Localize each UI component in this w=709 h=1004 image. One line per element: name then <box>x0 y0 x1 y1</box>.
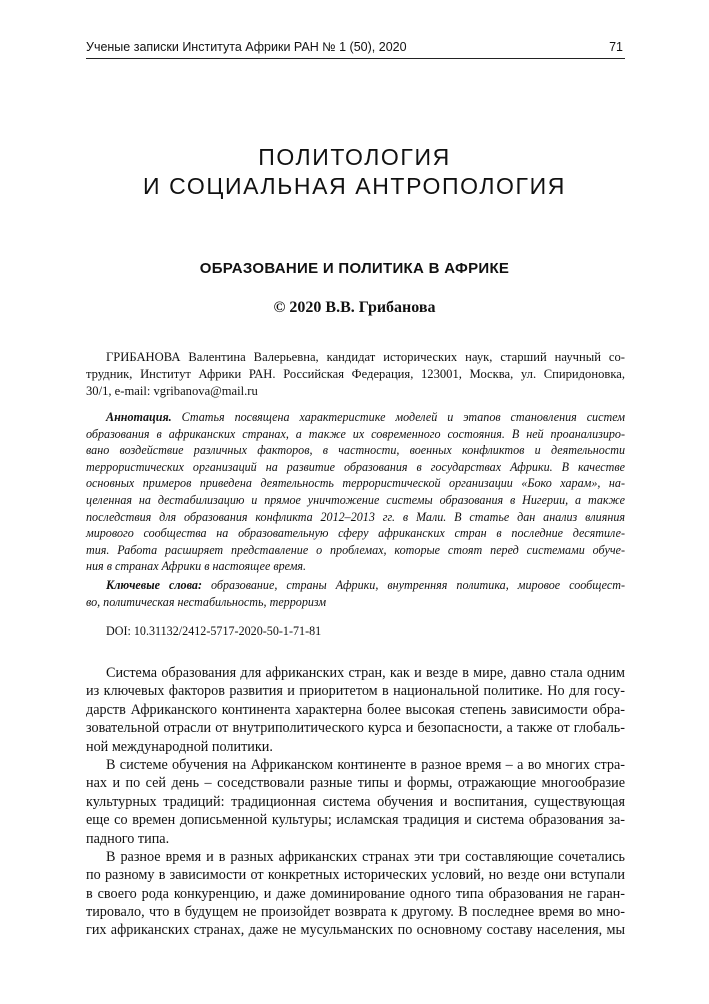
keywords-label: Ключевые слова: <box>106 578 202 592</box>
author-info-line: 30/1, e-mail: vgribanova@mail.ru <box>86 383 258 398</box>
section-heading-line-1: ПОЛИТОЛОГИЯ <box>258 144 451 170</box>
abstract-first-line <box>86 409 625 426</box>
abstract-line: целенная на дестабилизацию и прямое уничтожение системы образования в Нигерии, а также <box>86 492 625 507</box>
abstract <box>86 409 625 575</box>
abstract-label: Аннотация. <box>106 410 172 424</box>
journal-title: Ученые записки Института Африки РАН № 1 (50), 2020 <box>86 40 407 54</box>
keywords-text: образование, страны Африки, внутренняя политика, мировое сообщест- <box>202 578 625 592</box>
abstract-line: мирового сообщества на образовательную сферу африканских стран в последние десятиле- <box>86 526 625 541</box>
body-line: тировало, что в будущем не произойдет возврата к другому. В последнее время во мно- <box>86 904 625 921</box>
author-info <box>86 349 625 399</box>
abstract-line: последствия для образования конфликта 2012–2013 гг. в Мали. В статье дан анализ влияния <box>86 509 625 524</box>
body-line: нах и по сей день – соседствовали разные типы и формы, отражающие многообразие <box>86 775 625 792</box>
author-info-line: ГРИБАНОВА Валентина Валерьевна, кандидат исторических наук, старший научный со- <box>106 350 625 364</box>
body-line: гих африканских странах, даже не мусульманских по основному составу населения, мы <box>86 922 625 939</box>
abstract-text: Статья посвящена характеристике моделей и этапов становления систем <box>171 410 625 424</box>
body-line: Система образования для африканских стран, как и везде в мире, давно стала одним <box>106 665 625 681</box>
author-byline: © 2020 В.В. Грибанова <box>273 299 436 316</box>
author-info-line: трудник, Институт Африки РАН. Российская Федерация, 123001, Москва, ул. Спиридоновка, <box>86 366 625 381</box>
doi-text: DOI: 10.31132/2412-5717-2020-50-1-71-81 <box>106 624 322 638</box>
body-line: по разному в зависимости от конкретных исторических условий, но везде они вступали <box>86 867 625 884</box>
section-heading <box>0 143 709 201</box>
abstract-line: вано воздействие различных факторов, в частности, военных конфликтов и деятельности <box>86 443 625 458</box>
abstract-line: ния в странах Африки в настоящее время. <box>86 559 307 574</box>
body-line: дарств Африканского континента характерна более высокая степень зависимости обра- <box>86 701 625 718</box>
keywords-line: во, политическая нестабильность, терроризм <box>86 594 327 609</box>
doi <box>86 623 625 640</box>
body-line: В системе обучения на Африканском континенте в разное время – а во многих стра- <box>106 756 625 773</box>
keywords-first-line <box>86 577 625 594</box>
body-line: культурных традиций: традиционная система обучения и воспитания, существующая <box>86 793 625 810</box>
body-line: еще со времен дописьменной культуры; исламская традиция и система образования за- <box>86 812 625 829</box>
abstract-line: образования в африканских странах, а также их современного состояния. В ней проанализиро- <box>86 426 625 441</box>
abstract-line: тия. Работа расширяет представление о проблемах, которые стоят перед системами обуче- <box>86 542 625 557</box>
body-line: в своего рода конкуренцию, и даже доминирование одного типа образования не гаран- <box>86 885 625 902</box>
body-line: зовательной отрасли от внутриполитического курса и безопасности, а также от глобаль- <box>86 720 625 737</box>
body-text <box>86 664 625 940</box>
section-heading-line-2: И СОЦИАЛЬНАЯ АНТРОПОЛОГИЯ <box>143 173 566 199</box>
body-line: В разное время и в разных африканских странах эти три составляющие сочетались <box>106 848 625 865</box>
abstract-line: террористических организаций на развитие образования в государствах Африки. В качестве <box>86 459 625 474</box>
article-title: ОБРАЗОВАНИЕ И ПОЛИТИКА В АФРИКЕ <box>199 260 510 277</box>
running-header <box>86 40 625 59</box>
body-line: падного типа. <box>86 830 170 847</box>
body-line: из ключевых факторов развития и приоритетом в национальной политике. Но для госу- <box>86 683 625 700</box>
page-number: 71 <box>609 40 623 54</box>
body-line: ной международной политики. <box>86 738 273 755</box>
keywords <box>86 577 625 610</box>
abstract-line: основных примеров приведена деятельность террористической организации «Боко харам», на- <box>86 476 625 491</box>
